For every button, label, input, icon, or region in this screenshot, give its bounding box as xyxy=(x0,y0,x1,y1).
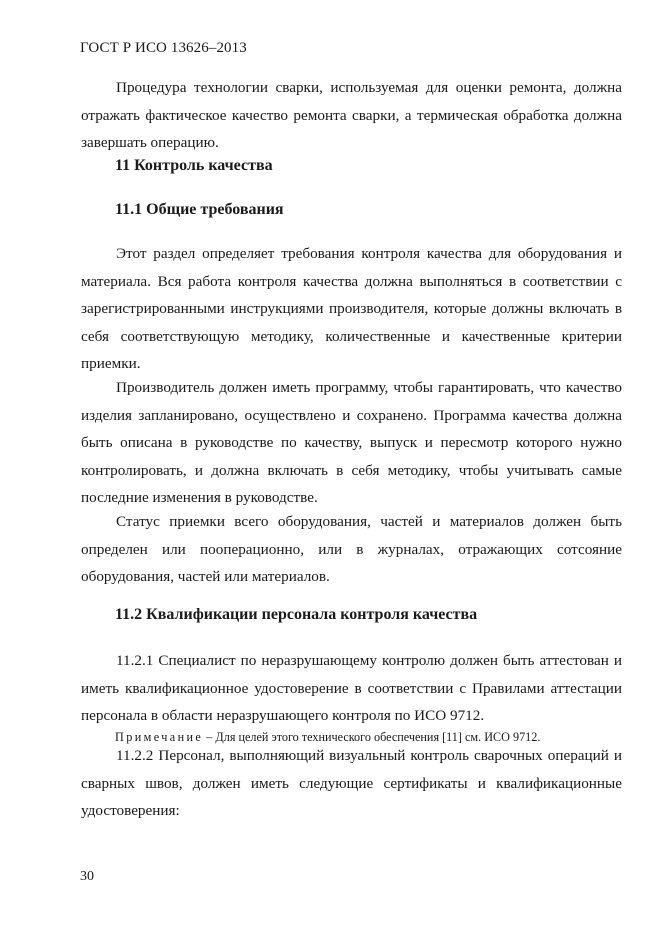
page-number: 30 xyxy=(80,869,94,884)
paragraph-intro: Процедура технологии сварки, используемая для оценки ремонта, должна отражать фактическое качество ремонта сварки, а термическая обработка должна завершать операцию. xyxy=(81,79,622,151)
document-header: ГОСТ Р ИСО 13626–2013 xyxy=(80,40,247,56)
paragraph-11-1-scope: Этот раздел определяет требования контроля качества для оборудования и материала. Вся работа контроля качества должна выполняться в соответствии с зарегистрированными инструкциями производителя, которые должны включать в себя соответствующую методику, количественные и качественные критерии приемки. xyxy=(81,245,622,372)
section-heading-11-2: 11.2 Квалификации персонала контроля качества xyxy=(115,606,478,623)
paragraph-11-2-1: 11.2.1 Специалист по неразрушающему контролю должен быть аттестован и иметь квалификационное удостоверение в соответствии с Правилами аттестации персонала в области неразрушающего контроля по ИСО 9712. xyxy=(81,652,622,724)
section-heading-11: 11 Контроль качества xyxy=(115,157,273,174)
section-heading-11-1: 11.1 Общие требования xyxy=(115,201,284,218)
note-label: Примечание xyxy=(115,730,204,744)
paragraph-11-2-2: 11.2.2 Персонал, выполняющий визуальный контроль сварочных операций и сварных швов, должен иметь следующие сертификаты и квалификационные удостоверения: xyxy=(81,747,622,819)
paragraph-11-1-program: Производитель должен иметь программу, чтобы гарантировать, что качество изделия запланировано, осуществлено и сохранено. Программа качества должна быть описана в руководстве по качеству, выпуск и пересмотр которого нужно контролировать, и должна включать в себя методику, чтобы учитывать самые последние изменения в руководстве. xyxy=(81,379,622,506)
paragraph-11-1-status: Статус приемки всего оборудования, частей и материалов должен быть определен или пооперационно, или в журналах, отражающих сотсояние оборудования, частей или материалов. xyxy=(81,513,622,585)
note-text: – Для целей этого технического обеспечения [11] см. ИСО 9712. xyxy=(203,730,541,744)
